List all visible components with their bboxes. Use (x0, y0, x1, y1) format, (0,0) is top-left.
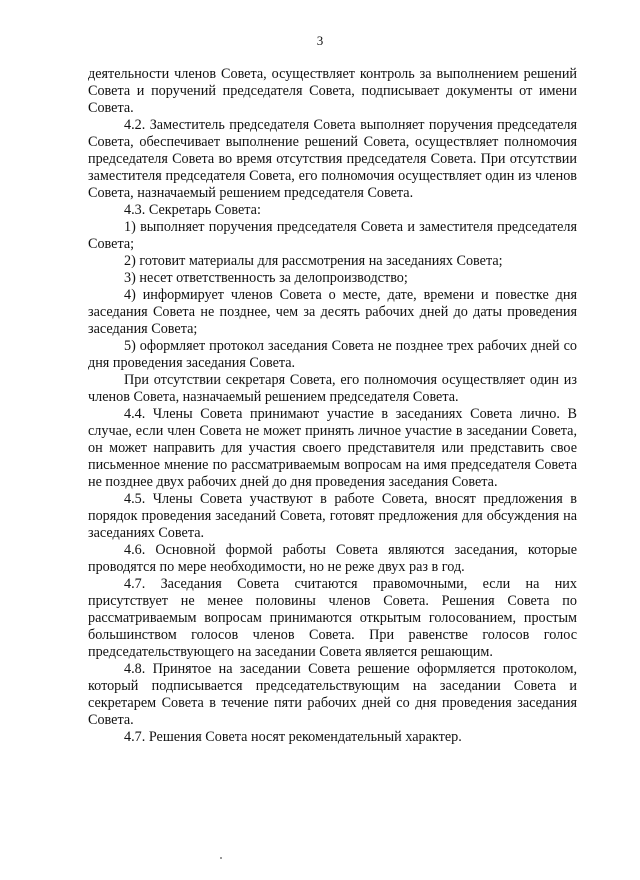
scan-speck (220, 857, 222, 859)
paragraph-4-4: 4.4. Члены Совета принимают участие в заседаниях Совета лично. В случае, если член Совета не может принять личное участие в заседании Совета, он может направить для участия своего представителя или представить свое письменное мнение по рассматриваемым вопросам на имя председателя Совета не позднее двух рабочих дней до дня проведения заседания Совета. (88, 406, 577, 490)
list-item-2: 2) готовит материалы для рассмотрения на заседаниях Совета; (124, 253, 503, 269)
paragraph-4-6: 4.6. Основной формой работы Совета являются заседания, которые проводятся по мере необходимости, но не реже двух раз в год. (88, 542, 577, 575)
paragraph-4-8: 4.8. Принятое на заседании Совета решение оформляется протоколом, который подписывается председательствующим на заседании Совета и секретарем Совета в течение пяти рабочих дней со дня проведения заседания Совета. (88, 661, 577, 728)
list-item-3: 3) несет ответственность за делопроизводство; (124, 270, 408, 286)
paragraph-4-3: 4.3. Секретарь Совета: (124, 202, 261, 218)
paragraph-4-5: 4.5. Члены Совета участвуют в работе Совета, вносят предложения в порядок проведения заседаний Совета, готовят предложения для обсуждения на заседаниях Совета. (88, 491, 577, 541)
paragraph-continuation: деятельности членов Совета, осуществляет контроль за выполнением решений Совета и поручений председателя Совета, подписывает документы от имени Совета. (88, 66, 577, 116)
document-body (88, 66, 577, 746)
paragraph-4-2: 4.2. Заместитель председателя Совета выполняет поручения председателя Совета, обеспечивает выполнение решений Совета, осуществляет полномочия председателя Совета во время отсутствия председателя Совета. При отсутствии заместителя председателя Совета, его полномочия осуществляет один из членов Совета, назначаемый решением председателя Совета. (88, 117, 577, 201)
list-item-1: 1) выполняет поручения председателя Совета и заместителя председателя Совета; (88, 219, 577, 252)
list-item-5: 5) оформляет протокол заседания Совета не позднее трех рабочих дней со дня проведения заседания Совета. (88, 338, 577, 371)
page-number: 3 (316, 33, 324, 48)
list-item-4: 4) информирует членов Совета о месте, дате, времени и повестке дня заседания Совета не позднее, чем за десять рабочих дней до даты проведения заседания Совета; (88, 287, 577, 337)
paragraph-4-7-final: 4.7. Решения Совета носят рекомендательный характер. (124, 729, 462, 745)
paragraph-secretary-absence: При отсутствии секретаря Совета, его полномочия осуществляет один из членов Совета, назначаемый решением председателя Совета. (88, 372, 577, 405)
paragraph-4-7: 4.7. Заседания Совета считаются правомочными, если на них присутствует не менее половины членов Совета. Решения Совета по рассматриваемым вопросам принимаются открытым голосованием, простым большинством голосов членов Совета. При равенстве голосов голос председательствующего на заседании Совета является решающим. (88, 576, 577, 660)
